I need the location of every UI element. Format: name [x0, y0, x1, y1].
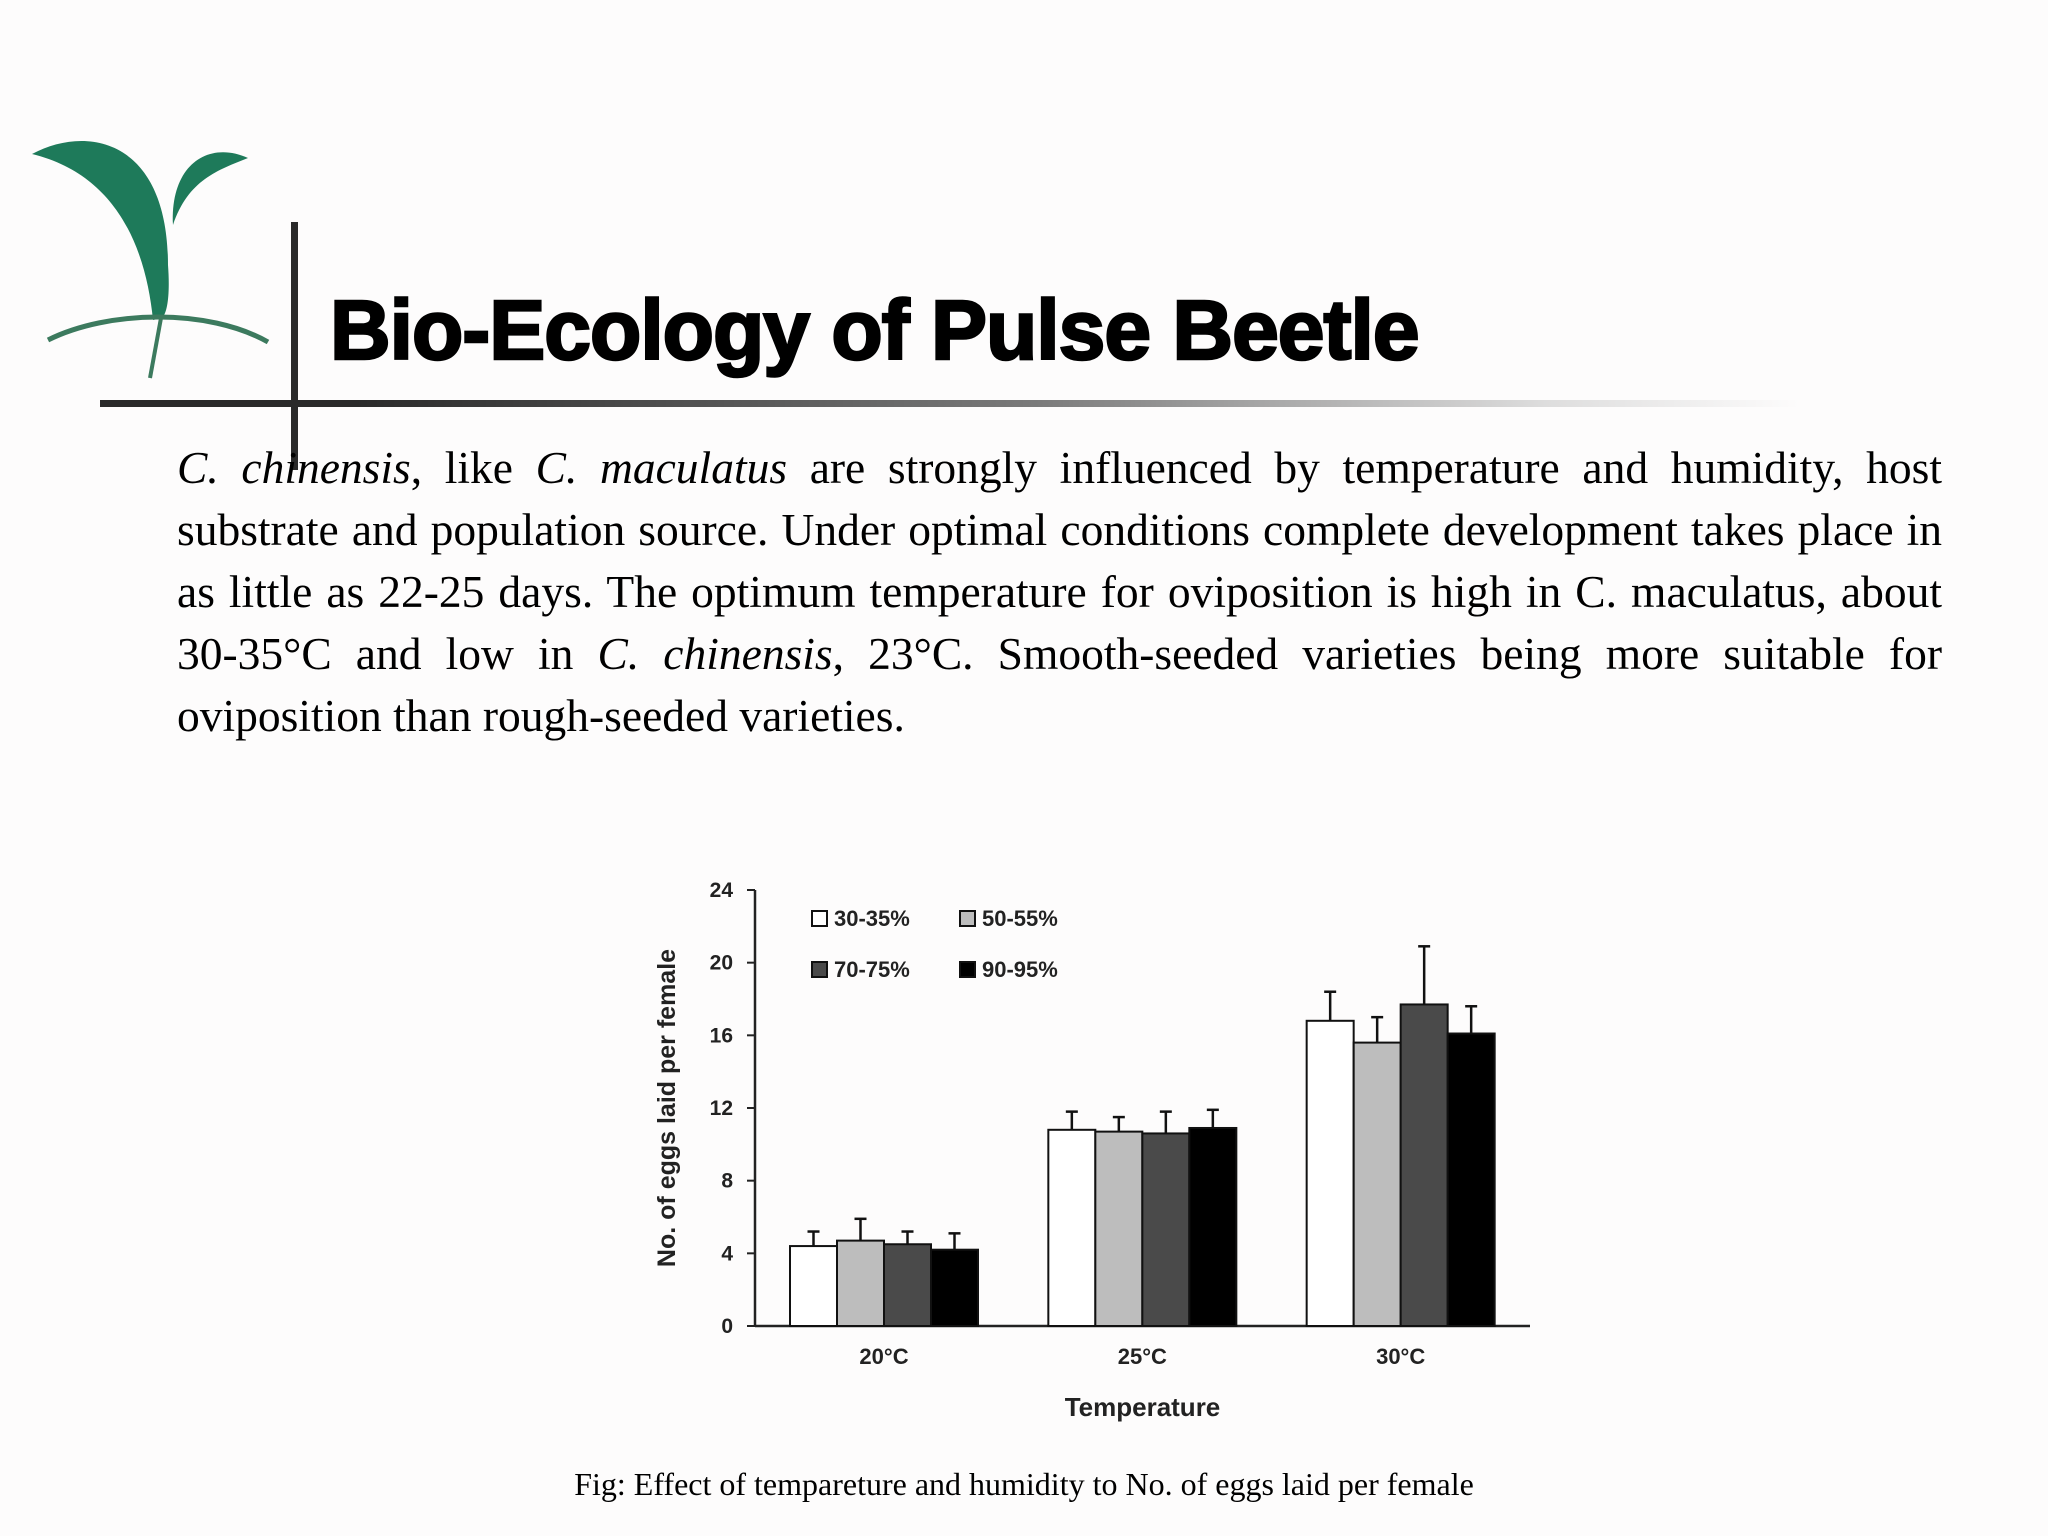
legend-label: 70-75%	[834, 957, 910, 982]
figure-caption: Fig: Effect of tempareture and humidity to No. of eggs laid per female	[574, 1466, 1474, 1502]
x-axis-title: Temperature	[1064, 1392, 1221, 1422]
title-horizontal-rule	[100, 400, 1800, 407]
y-tick-label: 24	[709, 879, 733, 902]
bar	[931, 1250, 978, 1326]
legend-label: 30-35%	[834, 906, 910, 931]
y-tick-label: 12	[709, 1097, 733, 1120]
bar	[837, 1241, 884, 1326]
legend-swatch	[960, 911, 975, 926]
x-tick-label: 25°C	[1117, 1344, 1167, 1369]
slide-title: Bio-Ecology of Pulse Beetle	[330, 283, 1419, 377]
species-name: C. chinensis	[177, 442, 411, 493]
bar	[1142, 1133, 1189, 1326]
legend-swatch	[812, 962, 827, 977]
legend-swatch	[960, 962, 975, 977]
x-tick-label: 30°C	[1376, 1344, 1426, 1369]
y-axis-title: No. of eggs laid per female	[653, 948, 681, 1268]
bar	[1448, 1034, 1495, 1326]
bar	[1354, 1043, 1401, 1326]
y-tick-label: 4	[721, 1242, 733, 1266]
bar	[1307, 1021, 1354, 1326]
bar	[1189, 1128, 1236, 1326]
body-fragment: , like	[410, 442, 536, 493]
company-logo	[28, 130, 278, 380]
legend-label: 50-55%	[982, 906, 1058, 931]
y-tick-label: 20	[709, 951, 733, 975]
legend-swatch	[812, 911, 827, 926]
species-name: C. chinensis	[597, 628, 833, 679]
bar	[884, 1244, 931, 1326]
logo-right-leaf	[173, 152, 248, 225]
slide-body-text	[177, 437, 1942, 747]
logo-stem	[150, 318, 161, 378]
y-tick-label: 0	[721, 1315, 733, 1338]
species-name: C. maculatus	[535, 442, 788, 493]
chart-plot-area	[653, 879, 1530, 1422]
y-tick-label: 16	[709, 1024, 733, 1048]
bar	[1095, 1132, 1142, 1326]
y-tick-label: 8	[721, 1169, 733, 1193]
bar	[790, 1246, 837, 1326]
body-fragment: , 23°C. Smooth-seeded varieties being more suitable for oviposition than rough-seeded varieties.	[177, 628, 1942, 741]
x-tick-label: 20°C	[859, 1344, 909, 1369]
logo-left-leaf	[32, 141, 169, 320]
legend-label: 90-95%	[982, 957, 1058, 982]
eggs-bar-chart	[640, 860, 1540, 1450]
title-vertical-rule	[291, 222, 298, 470]
bar	[1048, 1130, 1095, 1326]
body-fragment: are strongly influenced by temperature and humidity, host substrate and population source. Under optimal conditions complete development takes place in as little as 22-25 days. The optimum temperature for oviposition is high in C. maculatus, about 30-35°C and low in	[177, 442, 1942, 679]
bar	[1401, 1004, 1448, 1326]
